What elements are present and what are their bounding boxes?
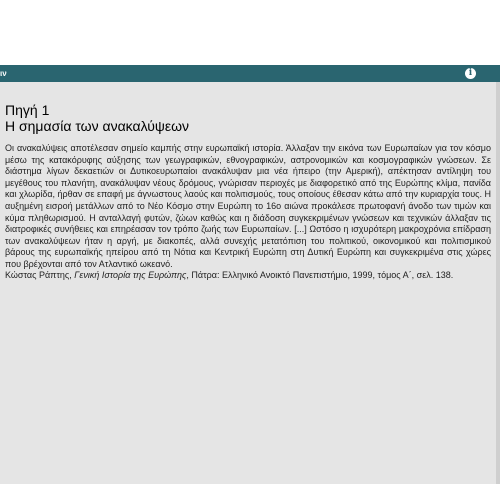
source-paragraph: Οι ανακαλύψεις αποτέλεσαν σημείο καμπής στην ευρωπαϊκή ιστορία. Άλλαξαν την εικόνα των Ευρωπαίων για τον κόσμο μέσω της κατακόρυφης αύξησης των γεωγραφικών, εθνογραφικών, αστρονομικών και κοσμογραφικών γνώσεων. Σε διάστημα λίγων δεκαετιών οι Δυτικοευρωπαίοι ανακάλυψαν μια νέα ήπειρο (την Αμερική), απέκτησαν αντίληψη του μεγέθους του πλανήτη, ανακάλυψαν νέους δρόμους, γνώρισαν περιοχές με διαφορετικό από της Ευρώπης κλίμα, πανίδα και χλωρίδα, ήρθαν σε επαφή με άγνωστους λαούς και πολιτισμούς, τους οποίους έθεσαν κάτω από την κυριαρχία τους. Η αυξημένη εισροή μετάλλων από το Νέο Κόσμο στην Ευρώπη το 16ο αιώνα προκάλεσε πρωτοφανή άνοδο των τιμών και κύμα πληθωρισμού. Η ανταλλαγή φυτών, ζώων καθώς και η διάδοση συγκεκριμένων γνώσεων και τεχνικών άλλαξαν τις διατροφικές συνήθειες και επηρέασαν τον τρόπο ζωής των Ευρωπαίων. [...] Ωστόσο η ισχυρότερη μακροχρόνια επίδραση των ανακαλύψεων ήταν η αργή, με διακοπές, αλλά συνεχής μετατόπιση του πολιτικού, οικονομικού και πολιτισμικού βάρους της ευρωπαϊκής ηπείρου από τη Νότια και Κεντρική Ευρώπη στη Δυτική Ευρώπη και συγκεκριμένα στις χώρες που βρέχονται από τον Ατλαντικό ωκεανό. bbox=[5, 143, 491, 269]
info-button[interactable] bbox=[465, 68, 476, 79]
citation-author: Κώστας Ράπτης, bbox=[5, 270, 72, 280]
top-bar bbox=[0, 65, 500, 82]
source-citation bbox=[5, 269, 491, 281]
source-number: Πηγή 1 bbox=[5, 102, 50, 118]
bottom-strip bbox=[0, 484, 500, 500]
top-bar-label: ιν bbox=[0, 69, 7, 78]
source-title: Η σημασία των ανακαλύψεων bbox=[5, 118, 190, 134]
info-icon: i bbox=[468, 68, 473, 78]
citation-publisher: , Πάτρα: Ελληνικό Ανοικτό Πανεπιστήμιο, 1999, τόμος Α΄, σελ. 138. bbox=[186, 270, 454, 280]
citation-book-title: Γενική Ιστορία της Ευρώπης bbox=[74, 270, 187, 280]
source-heading bbox=[5, 102, 189, 134]
source-panel bbox=[0, 82, 500, 484]
